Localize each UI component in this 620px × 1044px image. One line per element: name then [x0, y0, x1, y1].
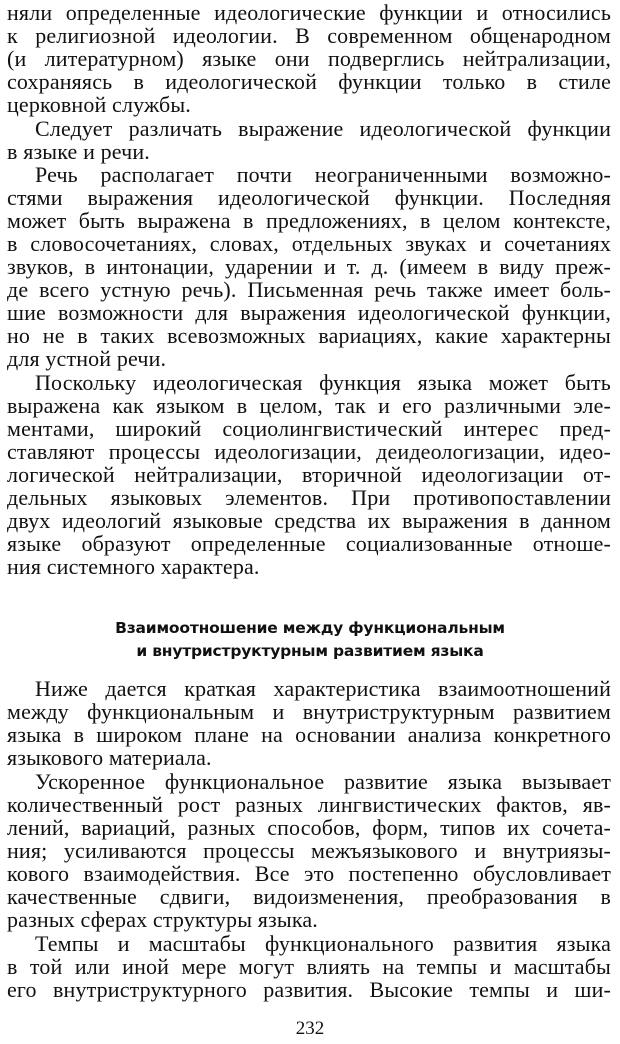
text-line: церковной службы. [7, 92, 191, 117]
text-line: в языке и речи. [7, 139, 150, 164]
text-line: кового взаимодействия. Все это постепенно обусловливает [7, 861, 611, 886]
text-line: звуков, в интонации, ударении и т. д. (имеем в виду преж- [7, 254, 611, 279]
text-line: няли определенные идеологические функции и относились [7, 0, 611, 25]
text-line: Поскольку идеологическая функция языка может быть [35, 370, 611, 395]
text-line: качественные сдвиги, видоизменения, преобразования в [7, 884, 611, 909]
text-line: языкового материала. [7, 745, 212, 770]
text-line: Ниже дается краткая характеристика взаимоотношений [35, 676, 611, 701]
text-line: стями выражения идеологической функции. Последняя [7, 185, 611, 210]
section-heading: Взаимоотношение между функциональным [115, 619, 505, 637]
section-heading: и внутриструктурным развитием языка [136, 642, 484, 660]
text-line: в той или иной мере могут влиять на темпы и масштабы [7, 954, 611, 979]
text-line: между функциональным и внутриструктурным развитием [7, 699, 611, 724]
text-line: Ускоренное функциональное развитие языка вызывает [35, 769, 611, 794]
text-line: шие возможности для выражения идеологической функции, [7, 300, 611, 325]
text-line: выражена как языком в целом, так и его различными эле- [7, 393, 611, 418]
text-line: де всего устную речь). Письменная речь также имеет боль- [7, 277, 611, 302]
text-line: но не в таких всевозможных вариациях, какие характерны [7, 323, 611, 348]
text-line: ния системного характера. [7, 554, 260, 579]
text-line: ставляют процессы идеологизации, деидеологизации, идео- [7, 439, 611, 464]
text-line: логической нейтрализации, вторичной идеологизации от- [7, 462, 611, 487]
text-line: (и литературном) языке они подверглись нейтрализации, [7, 46, 611, 71]
text-line: языка в широком плане на основании анализа конкретного [7, 722, 611, 747]
text-line: ния; усиливаются процессы межъязыкового и внутриязы- [7, 838, 611, 863]
text-line: количественный рост разных лингвистических фактов, яв- [7, 792, 611, 817]
text-line: для устной речи. [7, 346, 167, 371]
text-line: в словосочетаниях, словах, отдельных звуках и сочетаниях [7, 231, 611, 256]
text-line: его внутриструктурного развития. Высокие темпы и ши- [7, 977, 611, 1002]
page-number: 232 [295, 1018, 325, 1039]
text-line: лений, вариаций, разных способов, форм, типов их сочета- [7, 815, 611, 840]
text-line: двух идеологий языковые средства их выражения в данном [7, 508, 611, 533]
text-line: дельных языковых элементов. При противопоставлении [7, 485, 611, 510]
text-line: может быть выражена в предложениях, в целом контексте, [7, 208, 611, 233]
text-line: ментами, широкий социолингвистический интерес пред- [7, 416, 611, 441]
text-line: Темпы и масштабы функционального развития языка [35, 931, 611, 956]
text-line: Следует различать выражение идеологической функции [35, 116, 611, 141]
text-line: разных сферах структуры языка. [7, 907, 318, 932]
text-line: к религиозной идеологии. В современном общенародном [7, 23, 611, 48]
text-line: языке образуют определенные социализованные отноше- [7, 531, 611, 556]
text-line: Речь располагает почти неограниченными возможно- [35, 162, 611, 187]
text-line: сохраняясь в идеологической функции только в стиле [7, 69, 611, 94]
